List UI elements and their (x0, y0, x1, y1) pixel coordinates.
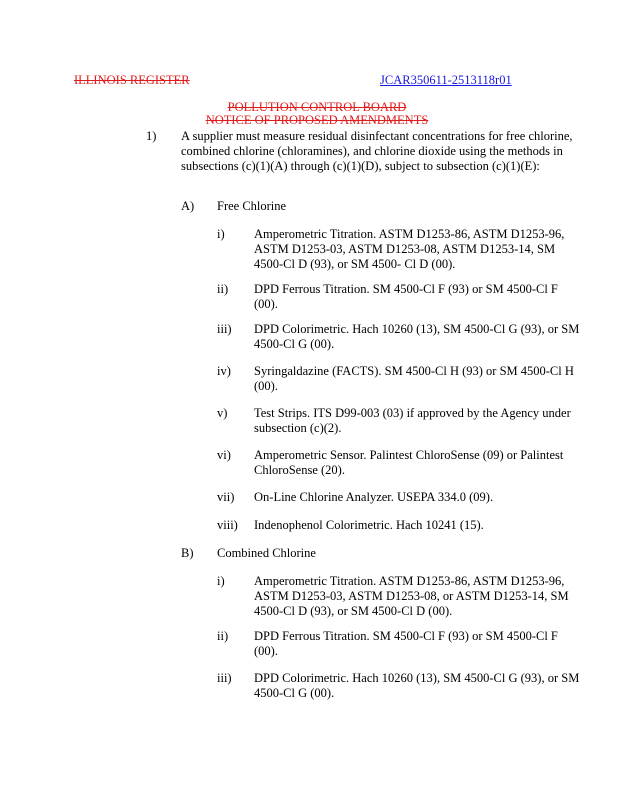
a-item-text: Test Strips. ITS D99-003 (03) if approved by the Agency under subsection (c)(2). (254, 406, 571, 435)
a-item-number: vii) (217, 490, 235, 504)
a-item-text: DPD Ferrous Titration. SM 4500-Cl F (93) or SM 4500-Cl F (00). (254, 282, 558, 311)
document-id: JCAR350611-2513118r01 (380, 73, 512, 87)
a-item-number: v) (217, 406, 228, 420)
a-item-text: On-Line Chlorine Analyzer. USEPA 334.0 (09). (254, 490, 494, 504)
b-item-text: Amperometric Titration. ASTM D1253-86, ASTM D1253-96, ASTM D1253-03, ASTM D1253-08, or ASTM D1253-14, SM 4500-Cl D (93), or SM 4500-Cl D (00). (254, 574, 569, 618)
section-b-heading: Combined Chlorine (217, 546, 316, 560)
a-item-number: vi) (217, 448, 231, 462)
paragraph-number: 1) (146, 129, 157, 143)
agency-title: POLLUTION CONTROL BOARD (227, 100, 407, 114)
a-item-number: iii) (217, 322, 232, 336)
paragraph-text: A supplier must measure residual disinfectant concentrations for free chlorine, combined chlorine (chloramines), and chlorine dioxide using the methods in subsections (c)(1)(A) through (c)(1)(D), subject to subsection (c)(1)(E): (181, 129, 573, 173)
a-item-text: Amperometric Titration. ASTM D1253-86, ASTM D1253-96, ASTM D1253-03, ASTM D1253-08, ASTM D1253-14, SM 4500-Cl D (93), or SM 4500- Cl D (00). (254, 227, 565, 271)
a-item-text: Syringaldazine (FACTS). SM 4500-Cl H (93) or SM 4500-Cl H (00). (254, 364, 574, 393)
b-item-text: DPD Colorimetric. Hach 10260 (13), SM 4500-Cl G (93), or SM 4500-Cl G (00). (254, 671, 580, 700)
a-item-text: DPD Colorimetric. Hach 10260 (13), SM 4500-Cl G (93), or SM 4500-Cl G (00). (254, 322, 580, 351)
a-item-number: iv) (217, 364, 231, 378)
a-item-number: ii) (217, 282, 229, 296)
notice-title: NOTICE OF PROPOSED AMENDMENTS (205, 113, 429, 127)
section-a-number: A) (181, 199, 195, 213)
register-header: ILLINOIS REGISTER (74, 73, 190, 87)
a-item-text: Indenophenol Colorimetric. Hach 10241 (15). (254, 518, 484, 532)
b-item-text: DPD Ferrous Titration. SM 4500-Cl F (93) or SM 4500-Cl F (00). (254, 629, 558, 658)
b-item-number: iii) (217, 671, 232, 685)
a-item-number: viii) (217, 518, 238, 532)
a-item-text: Amperometric Sensor. Palintest ChloroSense (09) or Palintest ChloroSense (20). (254, 448, 564, 477)
section-a-heading: Free Chlorine (217, 199, 287, 213)
b-item-number: ii) (217, 629, 229, 643)
b-item-number: i) (217, 574, 225, 588)
section-b-number: B) (181, 546, 194, 560)
a-item-number: i) (217, 227, 225, 241)
